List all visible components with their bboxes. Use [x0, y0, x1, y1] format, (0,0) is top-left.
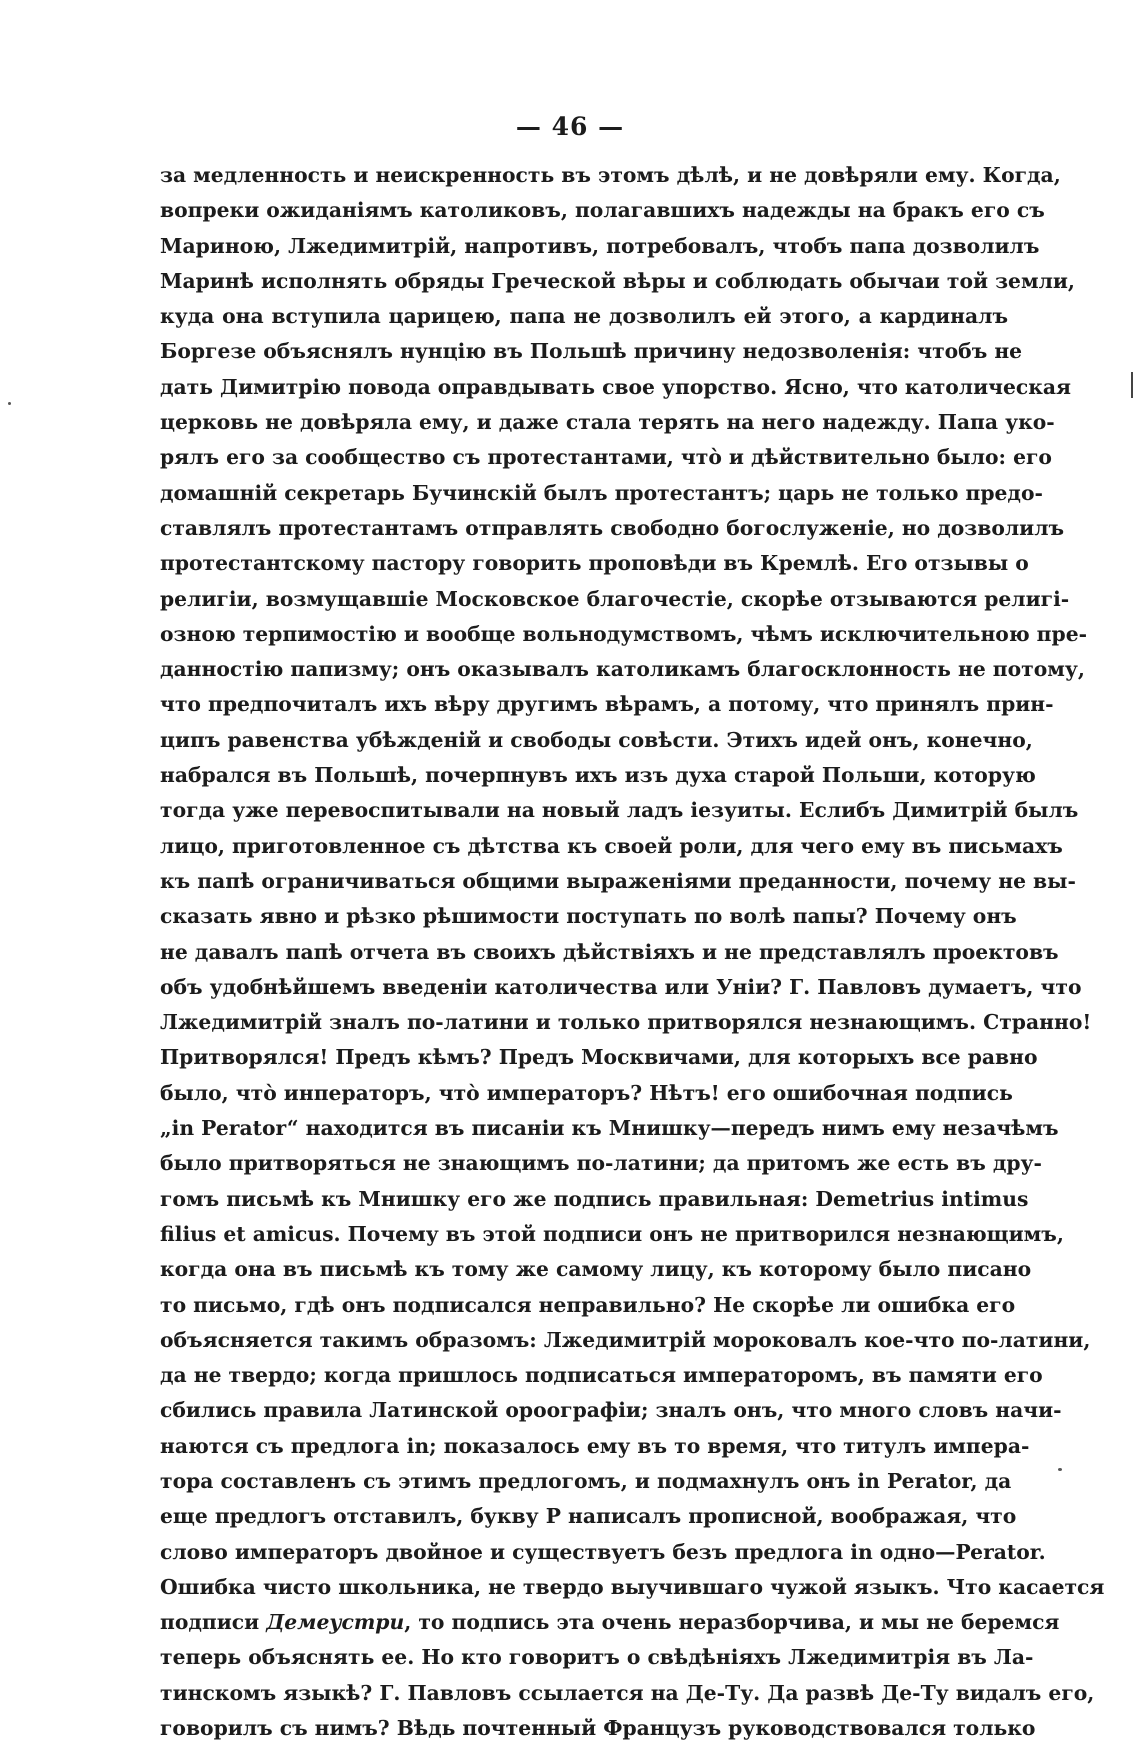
text-line-8: церковь не довѣряла ему, и даже стала терять на него надежду. Папа уко-	[160, 410, 1055, 435]
text-line-41: Ошибка чисто школьника, не твердо выучившаго чужой языкъ. Что касается	[160, 1574, 1105, 1599]
text-line-10: домашній секретарь Бучинскій былъ протестантъ; царь не только предо-	[160, 480, 1043, 505]
text-line-40: слово императоръ двойное и существуетъ безъ предлога in одно—Perator.	[160, 1539, 1046, 1564]
text-line-20: лицо, приготовленное съ дѣтства къ своей роли, для чего ему въ письмахъ	[160, 833, 1063, 858]
text-line-13: религіи, возмущавшіе Московское благочестіе, скорѣе отзываются религі-	[160, 586, 1070, 611]
text-line-22: сказать явно и рѣзко рѣшимости поступать по волѣ папы? Почему онъ	[160, 904, 1017, 929]
text-line-28: „in Perator“ находится въ писаніи къ Мнишку—передъ нимъ ему незачѣмъ	[160, 1116, 1059, 1141]
text-line-38: тора составленъ съ этимъ предлогомъ, и подмахнулъ онъ in Perator, да	[160, 1468, 1012, 1493]
text-line-31: filius et amicus. Почему въ этой подписи онъ не притворился незнающимъ,	[160, 1221, 1064, 1246]
scan-speck-left	[8, 402, 11, 405]
text-line-21: къ папѣ ограничиваться общими выраженіями преданности, почему не вы-	[160, 868, 1076, 893]
text-line-25: Лжедимитрій зналъ по-латини и только притворялся незнающимъ. Странно!	[160, 1010, 1092, 1035]
text-line-32: когда она въ письмѣ къ тому же самому лицу, къ которому было писано	[160, 1257, 1032, 1282]
text-line-24: объ удобнѣйшемъ введеніи католичества или Уніи? Г. Павловъ думаетъ, что	[160, 974, 1082, 999]
text-line-23: не давалъ папѣ отчета въ своихъ дѣйствіяхъ и не представлялъ проектовъ	[160, 939, 1059, 964]
text-line-39: еще предлогъ отставилъ, букву Р написалъ прописной, воображая, что	[160, 1504, 1017, 1529]
text-line-11: ставлялъ протестантамъ отправлять свободно богослуженіе, но дозволилъ	[160, 515, 1065, 540]
text-line-9: рялъ его за сообщество съ протестантами, что̀ и дѣйствительно было: его	[160, 445, 1052, 470]
text-line-15: данностію папизму; онъ оказывалъ католикамъ благосклонность не потому,	[160, 657, 1085, 682]
text-line-12: протестантскому пастору говорить проповѣди въ Кремлѣ. Его отзывы о	[160, 551, 1029, 576]
text-line-6: Боргезе объяснялъ нунцію въ Польшѣ причину недозволенія: чтобъ не	[160, 339, 1023, 364]
text-line-35: да не твердо; когда пришлось подписаться императоромъ, въ памяти его	[160, 1363, 1043, 1388]
signature-name-italic: Демеустри	[266, 1610, 405, 1635]
text-line-43: теперь объяснять ее. Но кто говоритъ о свѣдѣніяхъ Лжедимитрія въ Ла-	[160, 1645, 1034, 1670]
text-line-5: куда она вступила царицею, папа не дозволилъ ей этого, а кардиналъ	[160, 304, 1008, 329]
text-line-34: объясняется такимъ образомъ: Лжедимитрій мороковалъ кое-что по-латини,	[160, 1327, 1091, 1352]
text-line-27: было, что̀ инператоръ, что̀ императоръ? Нѣтъ! его ошибочная подпись	[160, 1080, 1013, 1105]
text-line-44: тинскомъ языкѣ? Г. Павловъ ссылается на Де-Ту. Да развѣ Де-Ту видалъ его,	[160, 1680, 1095, 1705]
text-line-19: тогда уже перевоспитывали на новый ладъ іезуиты. Еслибъ Димитрій былъ	[160, 798, 1079, 823]
text-line-26: Притворялся! Предъ кѣмъ? Предъ Москвичами, для которыхъ все равно	[160, 1045, 1038, 1070]
text-line-42: подписи Демеустри, то подпись эта очень неразборчива, и мы не беремся	[160, 1610, 1060, 1635]
text-line-30: гомъ письмѣ къ Мнишку его же подпись правильная: Demetrius intimus	[160, 1186, 1029, 1211]
text-line-4: Маринѣ исполнять обряды Греческой вѣры и соблюдать обычаи той земли,	[160, 268, 1075, 293]
text-line-45: говорилъ съ нимъ? Вѣдь почтенный Французъ руководствовался только	[160, 1716, 1036, 1741]
text-line-18: набрался въ Польшѣ, почерпнувъ ихъ изъ духа старой Польши, которую	[160, 763, 1036, 788]
text-line-1: за медленность и неискренность въ этомъ дѣлѣ, и не довѣряли ему. Когда,	[160, 163, 1061, 187]
text-line-37: наются съ предлога in; показалось ему въ то время, что титулъ импера-	[160, 1433, 1030, 1458]
text-line-7: дать Димитрію повода оправдывать свое упорство. Ясно, что католическая	[160, 374, 1072, 399]
text-line-36: сбились правила Латинской ороографіи; зналъ онъ, что много словъ начи-	[160, 1398, 1062, 1423]
scan-speck-bottom-right	[1058, 1468, 1062, 1471]
body-text	[160, 158, 1105, 1746]
text-line-2: вопреки ожиданіямъ католиковъ, полагавшихъ надежды на бракъ его съ	[160, 198, 1045, 223]
text-line-29: было притворяться не знающимъ по-латини; да притомъ же есть въ дру-	[160, 1151, 1042, 1176]
text-line-33: то письмо, гдѣ онъ подписался неправильно? Не скорѣе ли ошибка его	[160, 1292, 1016, 1317]
text-line-3: Мариною, Лжедимитрій, напротивъ, потребовалъ, чтобъ папа дозволилъ	[160, 233, 1040, 258]
text-line-17: ципъ равенства убѣжденій и свободы совѣсти. Этихъ идей онъ, конечно,	[160, 727, 1033, 752]
text-line-16: что предпочиталъ ихъ вѣру другимъ вѣрамъ, а потому, что принялъ прин-	[160, 692, 1054, 717]
text-line-14: озною терпимостію и вообще вольнодумствомъ, чѣмъ исключительною пре-	[160, 621, 1088, 646]
page-number: — 46 —	[515, 112, 625, 141]
scan-margin-mark-right	[1131, 372, 1133, 398]
